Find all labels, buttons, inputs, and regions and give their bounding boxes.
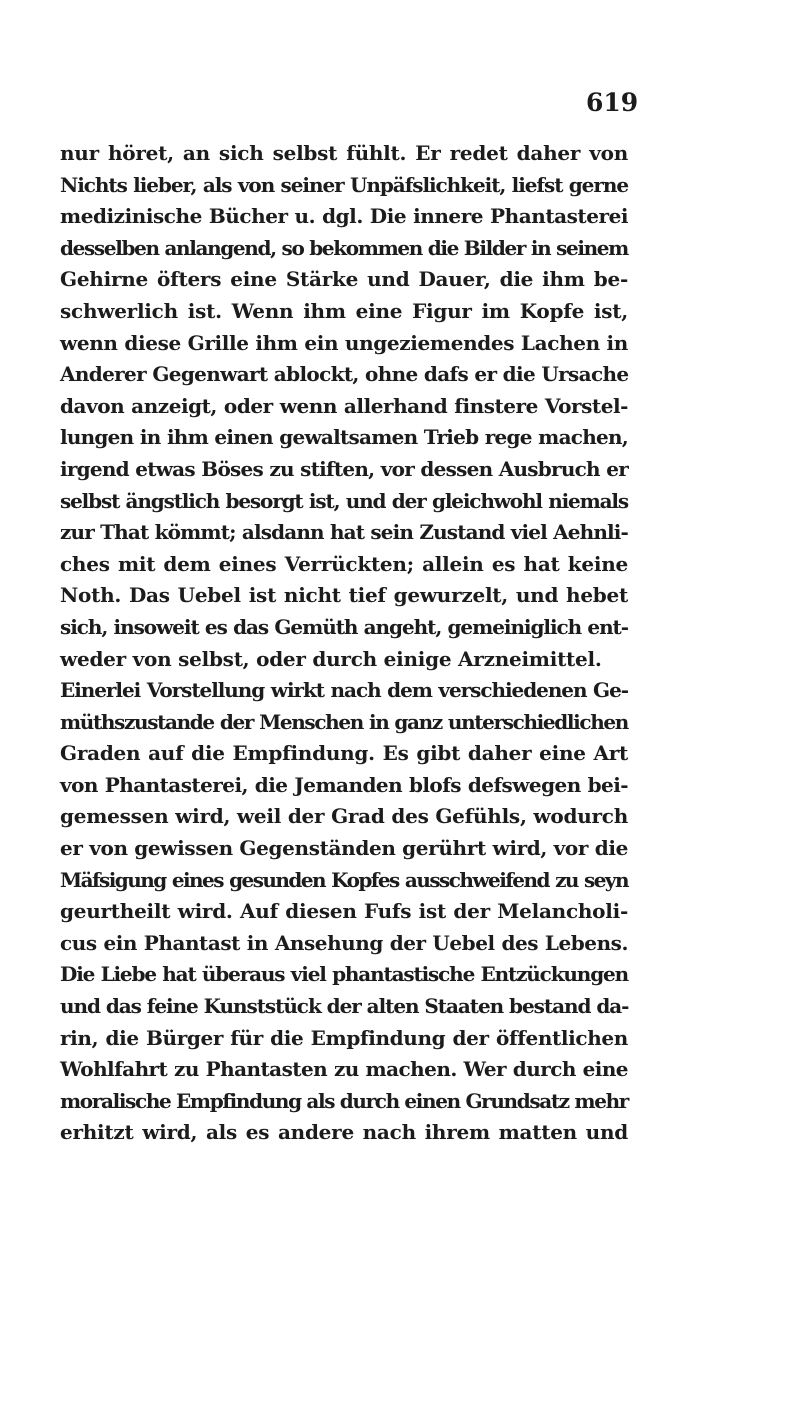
text-line: wenn diese Grille ihm ein ungeziemendes Lachen in (60, 330, 628, 355)
text-line: Anderer Gegenwart ablockt, ohne dafs er die Ursache (60, 362, 629, 387)
text-line: cus ein Phantast in Ansehung der Uebel des Lebens. (60, 930, 628, 955)
text-line: ches mit dem eines Verrückten; allein es hat keine (60, 551, 628, 576)
text-line: müthszustande der Menschen in ganz unterschiedlichen (60, 709, 628, 734)
text-line: davon anzeigt, oder wenn allerhand finstere Vorstel- (60, 393, 628, 418)
text-line: Die Liebe hat überaus viel phantastische Entzückungen (60, 962, 628, 987)
text-line: Mäfsigung eines gesunden Kopfes ausschweifend zu seyn (60, 867, 628, 892)
page-number: 619 (586, 88, 639, 117)
text-line: Einerlei Vorstellung wirkt nach dem verschiedenen Ge- (60, 678, 628, 703)
text-line: desselben anlangend, so bekommen die Bilder in seinem (60, 235, 628, 260)
text-line: Noth. Das Uebel ist nicht tief gewurzelt, und hebet (60, 583, 628, 608)
text-line: er von gewissen Gegenständen gerührt wird, vor die (60, 836, 628, 861)
text-line: weder von selbst, oder durch einige Arzneimittel. (60, 646, 602, 671)
text-line: gemessen wird, weil der Grad des Gefühls, wodurch (60, 804, 628, 829)
text-line: moralische Empfindung als durch einen Grundsatz mehr (60, 1088, 628, 1113)
text-line: schwerlich ist. Wenn ihm eine Figur im Kopfe ist, (60, 298, 628, 323)
body-text (60, 138, 628, 1149)
text-line: sich, insoweit es das Gemüth angeht, gemeiniglich ent- (60, 614, 628, 639)
text-line: medizinische Bücher u. dgl. Die innere Phantasterei (60, 204, 628, 229)
text-line: Graden auf die Empfindung. Es gibt daher eine Art (60, 741, 628, 766)
text-line: nur höret, an sich selbst fühlt. Er redet daher von (60, 141, 628, 165)
text-line: zur That kömmt; alsdann hat sein Zustand viel Aehnli- (60, 520, 628, 545)
text-line: und das feine Kunststück der alten Staaten bestand da- (60, 994, 629, 1019)
text-line: selbst ängstlich besorgt ist, und der gleichwohl niemals (60, 488, 628, 513)
text-line: irgend etwas Böses zu stiften, vor dessen Ausbruch er (60, 456, 628, 481)
text-line: lungen in ihm einen gewaltsamen Trieb rege machen, (60, 425, 628, 450)
text-line: geurtheilt wird. Auf diesen Fufs ist der Melancholi- (60, 899, 628, 924)
text-line: Nichts lieber, als von seiner Unpäfslichkeit, liefst gerne (60, 172, 628, 197)
text-line: Gehirne öfters eine Stärke und Dauer, die ihm be- (60, 267, 628, 292)
text-line: rin, die Bürger für die Empfindung der öffentlichen (60, 1025, 628, 1050)
text-line: Wohlfahrt zu Phantasten zu machen. Wer durch eine (60, 1057, 628, 1082)
text-line: von Phantasterei, die Jemanden blofs defswegen bei- (60, 772, 628, 797)
text-line: erhitzt wird, als es andere nach ihrem matten und (60, 1120, 628, 1145)
